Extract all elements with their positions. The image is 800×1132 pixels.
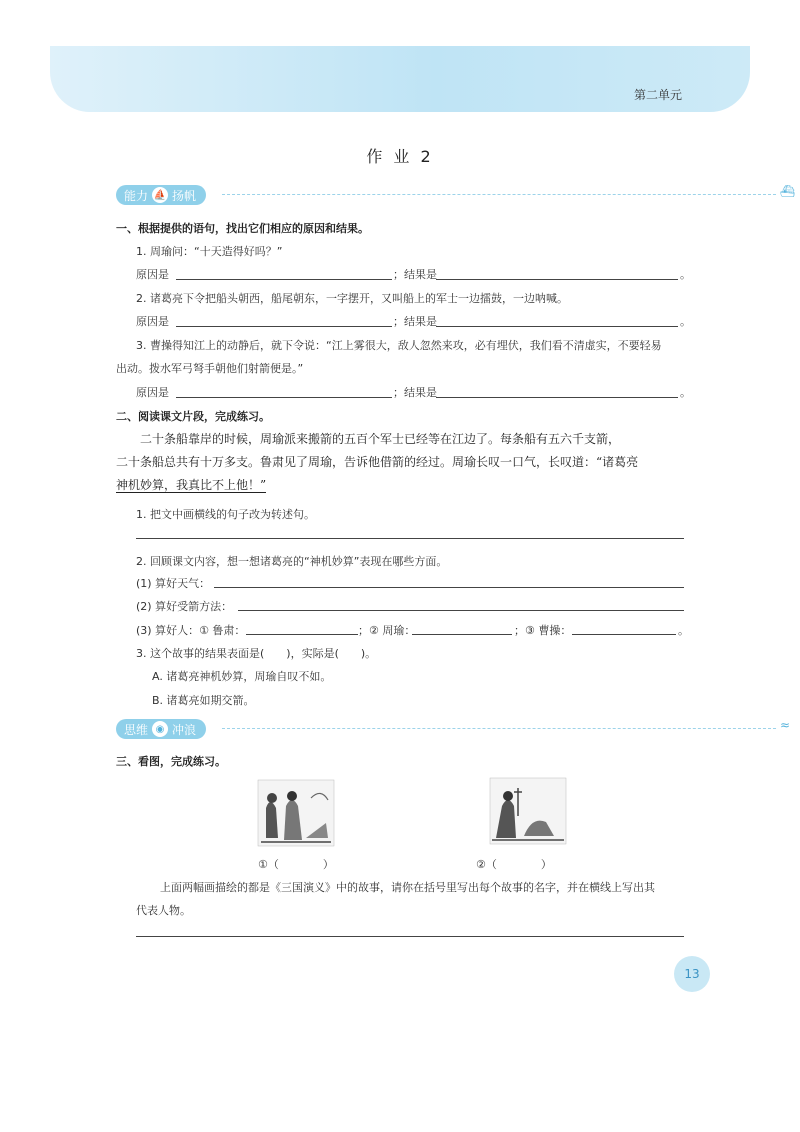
q1-item-1-cause-label: 原因是 (136, 268, 169, 281)
q1-item-3-result-blank[interactable] (436, 397, 678, 398)
passage-line-2: 二十条船总共有十万多支。鲁肃见了周瑜，告诉他借箭的经过。周瑜长叹一口气，长叹道：“诸葛亮 (116, 455, 639, 469)
q1-item-2-result-blank[interactable] (436, 326, 678, 327)
q2-zhouyu-label: ；② 周瑜： (358, 624, 416, 637)
banner-right-text: 冲浪 (172, 722, 197, 737)
q2-sub-1-answer-line[interactable] (136, 538, 684, 539)
q2-option-b[interactable]: B. 诸葛亮如期交箭。 (152, 694, 255, 707)
q2-lusu-blank[interactable] (246, 634, 358, 635)
question-2-heading: 二、阅读课文片段，完成练习。 (116, 410, 270, 423)
q3-description-line-1: 上面两幅画描绘的都是《三国演义》中的故事，请你在括号里写出每个故事的名字，并在横线上写出其 (160, 881, 655, 894)
wave-icon: ≈ (780, 718, 791, 732)
q1-item-3-cause-blank[interactable] (176, 397, 392, 398)
banner-pill (116, 719, 206, 739)
banner-pill (116, 185, 206, 205)
q2-weather-label: (1) 算好天气： (136, 577, 211, 590)
banner-divider (222, 194, 776, 195)
q1-item-3: 3. 曹操得知江上的动静后，就下令说：“江上雾很大，敌人忽然来攻，必有埋伏，我们看不清虚实，不要轻易 (136, 339, 662, 352)
q2-zhouyu-blank[interactable] (412, 634, 512, 635)
q2-people-end: 。 (678, 624, 689, 637)
question-1-heading: 一、根据提供的语句，找出它们相应的原因和结果。 (116, 222, 369, 235)
reading-passage (116, 428, 686, 497)
banner-left-text: 思维 (124, 722, 149, 737)
q1-item-2: 2. 诸葛亮下令把船头朝西，船尾朝东，一字摆开，又叫船上的军士一边擂鼓，一边呐喊。 (136, 292, 568, 305)
q1-item-3-cause-label: 原因是 (136, 386, 169, 399)
q2-sub-3: 3. 这个故事的结果表面是( )，实际是( )。 (136, 647, 377, 660)
question-3-heading: 三、看图，完成练习。 (116, 755, 226, 768)
section-banner-ability (116, 184, 796, 206)
q1-item-1: 1. 周瑜问：“十天造得好吗？” (136, 245, 283, 258)
q1-item-3-cont: 出动。拨水军弓弩手朝他们射箭便是。” (116, 362, 304, 375)
q2-option-a[interactable]: A. 诸葛亮神机妙算，周瑜自叹不如。 (152, 670, 332, 683)
q2-sub-2: 2. 回顾课文内容，想一想诸葛亮的“神机妙算”表现在哪些方面。 (136, 555, 448, 568)
ship-icon: ⛴ (780, 184, 796, 198)
q1-item-1-end: 。 (680, 268, 691, 281)
q1-item-2-end: 。 (680, 315, 691, 328)
banner-right-text: 扬帆 (172, 188, 197, 203)
q1-item-2-cause-blank[interactable] (176, 326, 392, 327)
globe-icon: ◉ (152, 721, 168, 737)
q3-answer-line[interactable] (136, 936, 684, 937)
banner-left-text: 能力 (124, 188, 149, 203)
q2-caocao-blank[interactable] (572, 634, 676, 635)
q1-item-1-result-label: ；结果是 (393, 268, 437, 281)
q1-item-2-result-label: ；结果是 (393, 315, 437, 328)
illustration-2 (488, 776, 568, 846)
section-banner-thinking (116, 718, 791, 740)
unit-label: 第二单元 (633, 88, 682, 102)
passage-line-1: 二十条船靠岸的时候，周瑜派来搬箭的五百个军士已经等在江边了。每条船有五六千支箭， (140, 432, 621, 446)
illustration-1-caption: ①（ ） (258, 858, 334, 871)
q2-caocao-label: ；③ 曹操： (514, 624, 572, 637)
banner-divider (222, 728, 776, 729)
passage-line-3 (116, 474, 686, 497)
q2-sub-1: 1. 把文中画横线的句子改为转述句。 (136, 508, 315, 521)
underlined-sentence: 神机妙算，我真比不上他！” (116, 478, 267, 492)
q2-method-blank[interactable] (238, 610, 684, 611)
q1-item-1-cause-blank[interactable] (176, 279, 392, 280)
page-title: 作 业 2 (366, 147, 434, 166)
q1-item-2-cause-label: 原因是 (136, 315, 169, 328)
q2-weather-blank[interactable] (214, 587, 684, 588)
q1-item-3-end: 。 (680, 386, 691, 399)
q2-people-label: (3) 算好人：① 鲁肃： (136, 624, 246, 637)
q2-method-label: (2) 算好受箭方法： (136, 600, 233, 613)
illustration-1 (256, 778, 336, 848)
illustration-2-caption: ②（ ） (476, 858, 552, 871)
q1-item-3-result-label: ；结果是 (393, 386, 437, 399)
page-number-badge: 13 (674, 956, 710, 992)
q3-description-line-2: 代表人物。 (136, 904, 191, 917)
sail-icon: ⛵ (152, 187, 168, 203)
q1-item-1-result-blank[interactable] (436, 279, 678, 280)
